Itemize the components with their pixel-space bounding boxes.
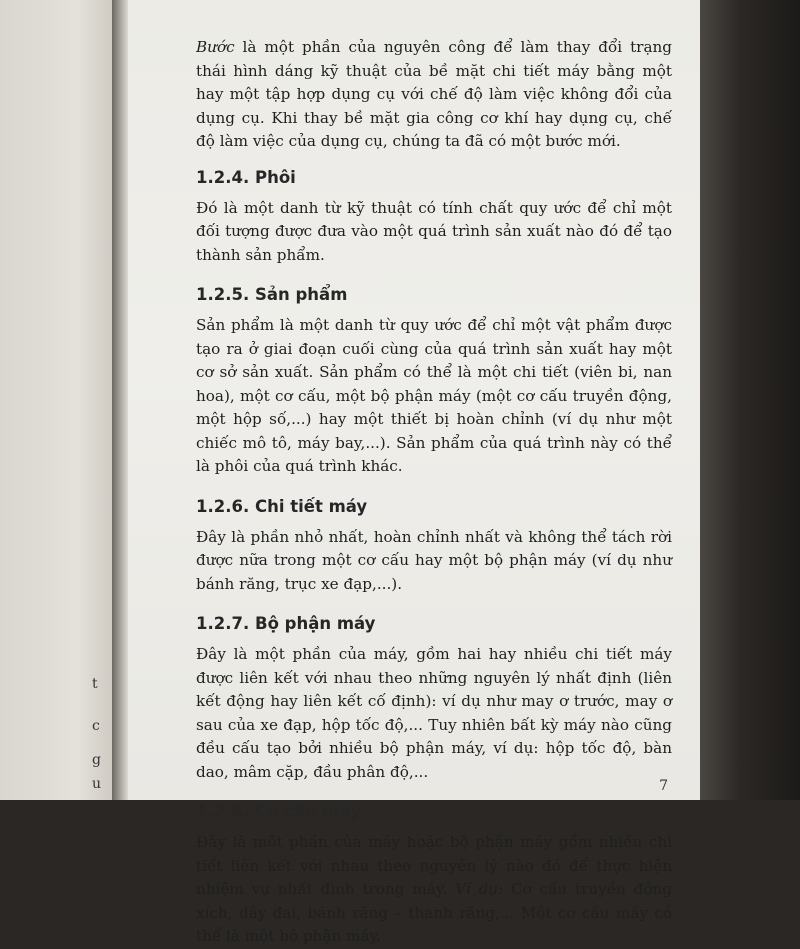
background-shadow [700, 0, 800, 800]
section-body: Đó là một danh từ kỹ thuật có tính chất quy ước để chỉ một đối tượng được đưa vào một quá trình sản xuất nào đó để tạo thành sản phẩm. [196, 198, 672, 264]
section-phoi [196, 168, 672, 268]
example-label: Ví dụ: [454, 880, 504, 898]
section-body [196, 831, 672, 949]
edge-letter: c [92, 718, 100, 734]
section-co-cau-may [196, 802, 672, 949]
section-bo-phan-may [196, 614, 672, 784]
section-heading: 1.2.5. Sản phẩm [196, 285, 348, 304]
section-body: Đây là phần nhỏ nhất, hoàn chỉnh nhất và không thể tách rời được nữa trong một cơ cấu hay một bộ phận máy (ví dụ như bánh răng, trục xe đạp,...). [196, 527, 672, 593]
intro-text: là một phần của nguyên công để làm thay đổi trạng thái hình dáng kỹ thuật của bề mặt chi tiết máy bằng một hay một tập hợp dụng cụ với chế độ làm việc không đổi của dụng cụ. Khi thay bề mặt gia công cơ khí hay dụng cụ, chế độ làm việc của dụng cụ, chúng ta đã có một bước mới. [196, 38, 672, 150]
section-san-pham [196, 285, 672, 479]
section-heading: 1.2.6. Chi tiết máy [196, 496, 368, 516]
edge-letter: g [92, 752, 101, 768]
intro-term: Bước [196, 38, 235, 56]
example-text: Cơ cấu truyền động xích, dây đai, bánh răng – thanh răng,... Một cơ cấu máy có thể là một bộ phận máy. [196, 880, 673, 945]
section-heading: 1.2.7. Bộ phận máy [196, 614, 376, 633]
book-page [128, 0, 700, 945]
section-body: Sản phẩm là một danh từ quy ước để chỉ một vật phẩm được tạo ra ở giai đoạn cuối cùng của quá trình sản xuất hay một cơ sở sản xuất. Sản phẩm có thể là một chi tiết (viên bi, nan hoa), một cơ cấu, một bộ phận máy (một cơ cấu truyền động, một hộp số,...) hay một thiết bị hoàn chỉnh (ví dụ như một chiếc mô tô, máy bay,...). Sản phẩm của quá trình này có thể là phôi của quá trình khác. [196, 316, 672, 475]
section-body: Đây là một phần của máy, gồm hai hay nhiều chi tiết máy được liên kết với nhau theo những nguyên lý nhất định (liên kết động hay liên kết cố định): ví dụ như may ơ trước, may ơ sau của xe đạp, hộp tốc độ,... Tuy nhiên bất kỳ máy nào cũng đều cấu tạo bởi nhiều bộ phận máy, ví dụ: hộp tốc độ, bàn dao, mâm cặp, đầu phân độ,... [196, 645, 672, 781]
intro-block [196, 36, 672, 154]
intro-paragraph [196, 36, 672, 154]
section-body-text: Đây là một phần của máy hoặc bộ phận máy gồm nhiều chi tiết liên kết với nhau theo nguyên lý nào đó để thực hiện nhiệm vụ nhất định trong máy. [196, 833, 672, 898]
edge-letter: t [92, 676, 98, 692]
section-chi-tiet-may [196, 497, 672, 597]
section-heading: 1.2.8. Cơ cấu máy [196, 802, 362, 821]
page-number: 7 [659, 778, 668, 794]
section-heading: 1.2.4. Phôi [196, 167, 296, 187]
edge-letter: u [92, 776, 102, 792]
adjacent-page-text [92, 0, 112, 800]
